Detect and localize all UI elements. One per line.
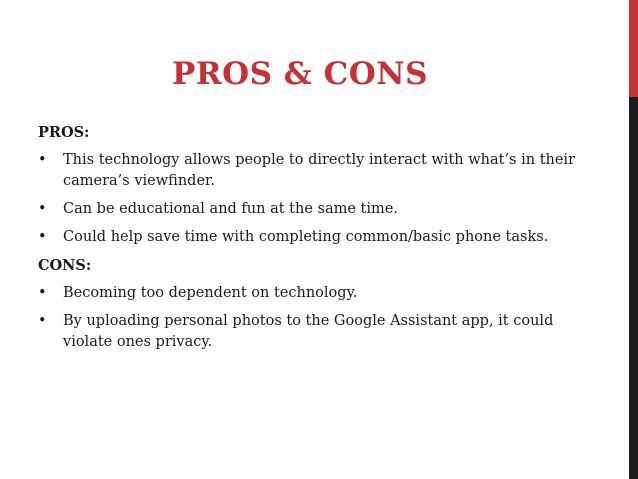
bullet-icon: • [38, 313, 47, 329]
list-item-text: Could help save time with completing common/basic phone tasks. [63, 229, 549, 245]
list-item-text: Becoming too dependent on technology. [63, 285, 358, 301]
pros-list [38, 150, 578, 248]
bullet-icon: • [38, 152, 47, 168]
bullet-icon: • [38, 201, 47, 217]
cons-list [38, 283, 578, 353]
list-item-text: This technology allows people to directly interact with what’s in their camera’s viewfinder. [63, 152, 576, 189]
list-item [38, 283, 578, 304]
list-item [38, 150, 578, 192]
bullet-icon: • [38, 229, 47, 245]
list-item [38, 199, 578, 220]
pros-heading: PROS: [38, 124, 90, 141]
list-item [38, 311, 578, 353]
bullet-icon: • [38, 285, 47, 301]
list-item [38, 227, 578, 248]
list-item-text: Can be educational and fun at the same time. [63, 201, 398, 217]
slide-body [38, 122, 578, 360]
cons-heading: CONS: [38, 257, 92, 274]
slide-title: PROS & CONS [172, 56, 428, 92]
accent-bar-dark [629, 97, 638, 479]
list-item-text: By uploading personal photos to the Google Assistant app, it could violate ones privacy. [63, 313, 554, 350]
accent-bar-red [629, 0, 638, 97]
